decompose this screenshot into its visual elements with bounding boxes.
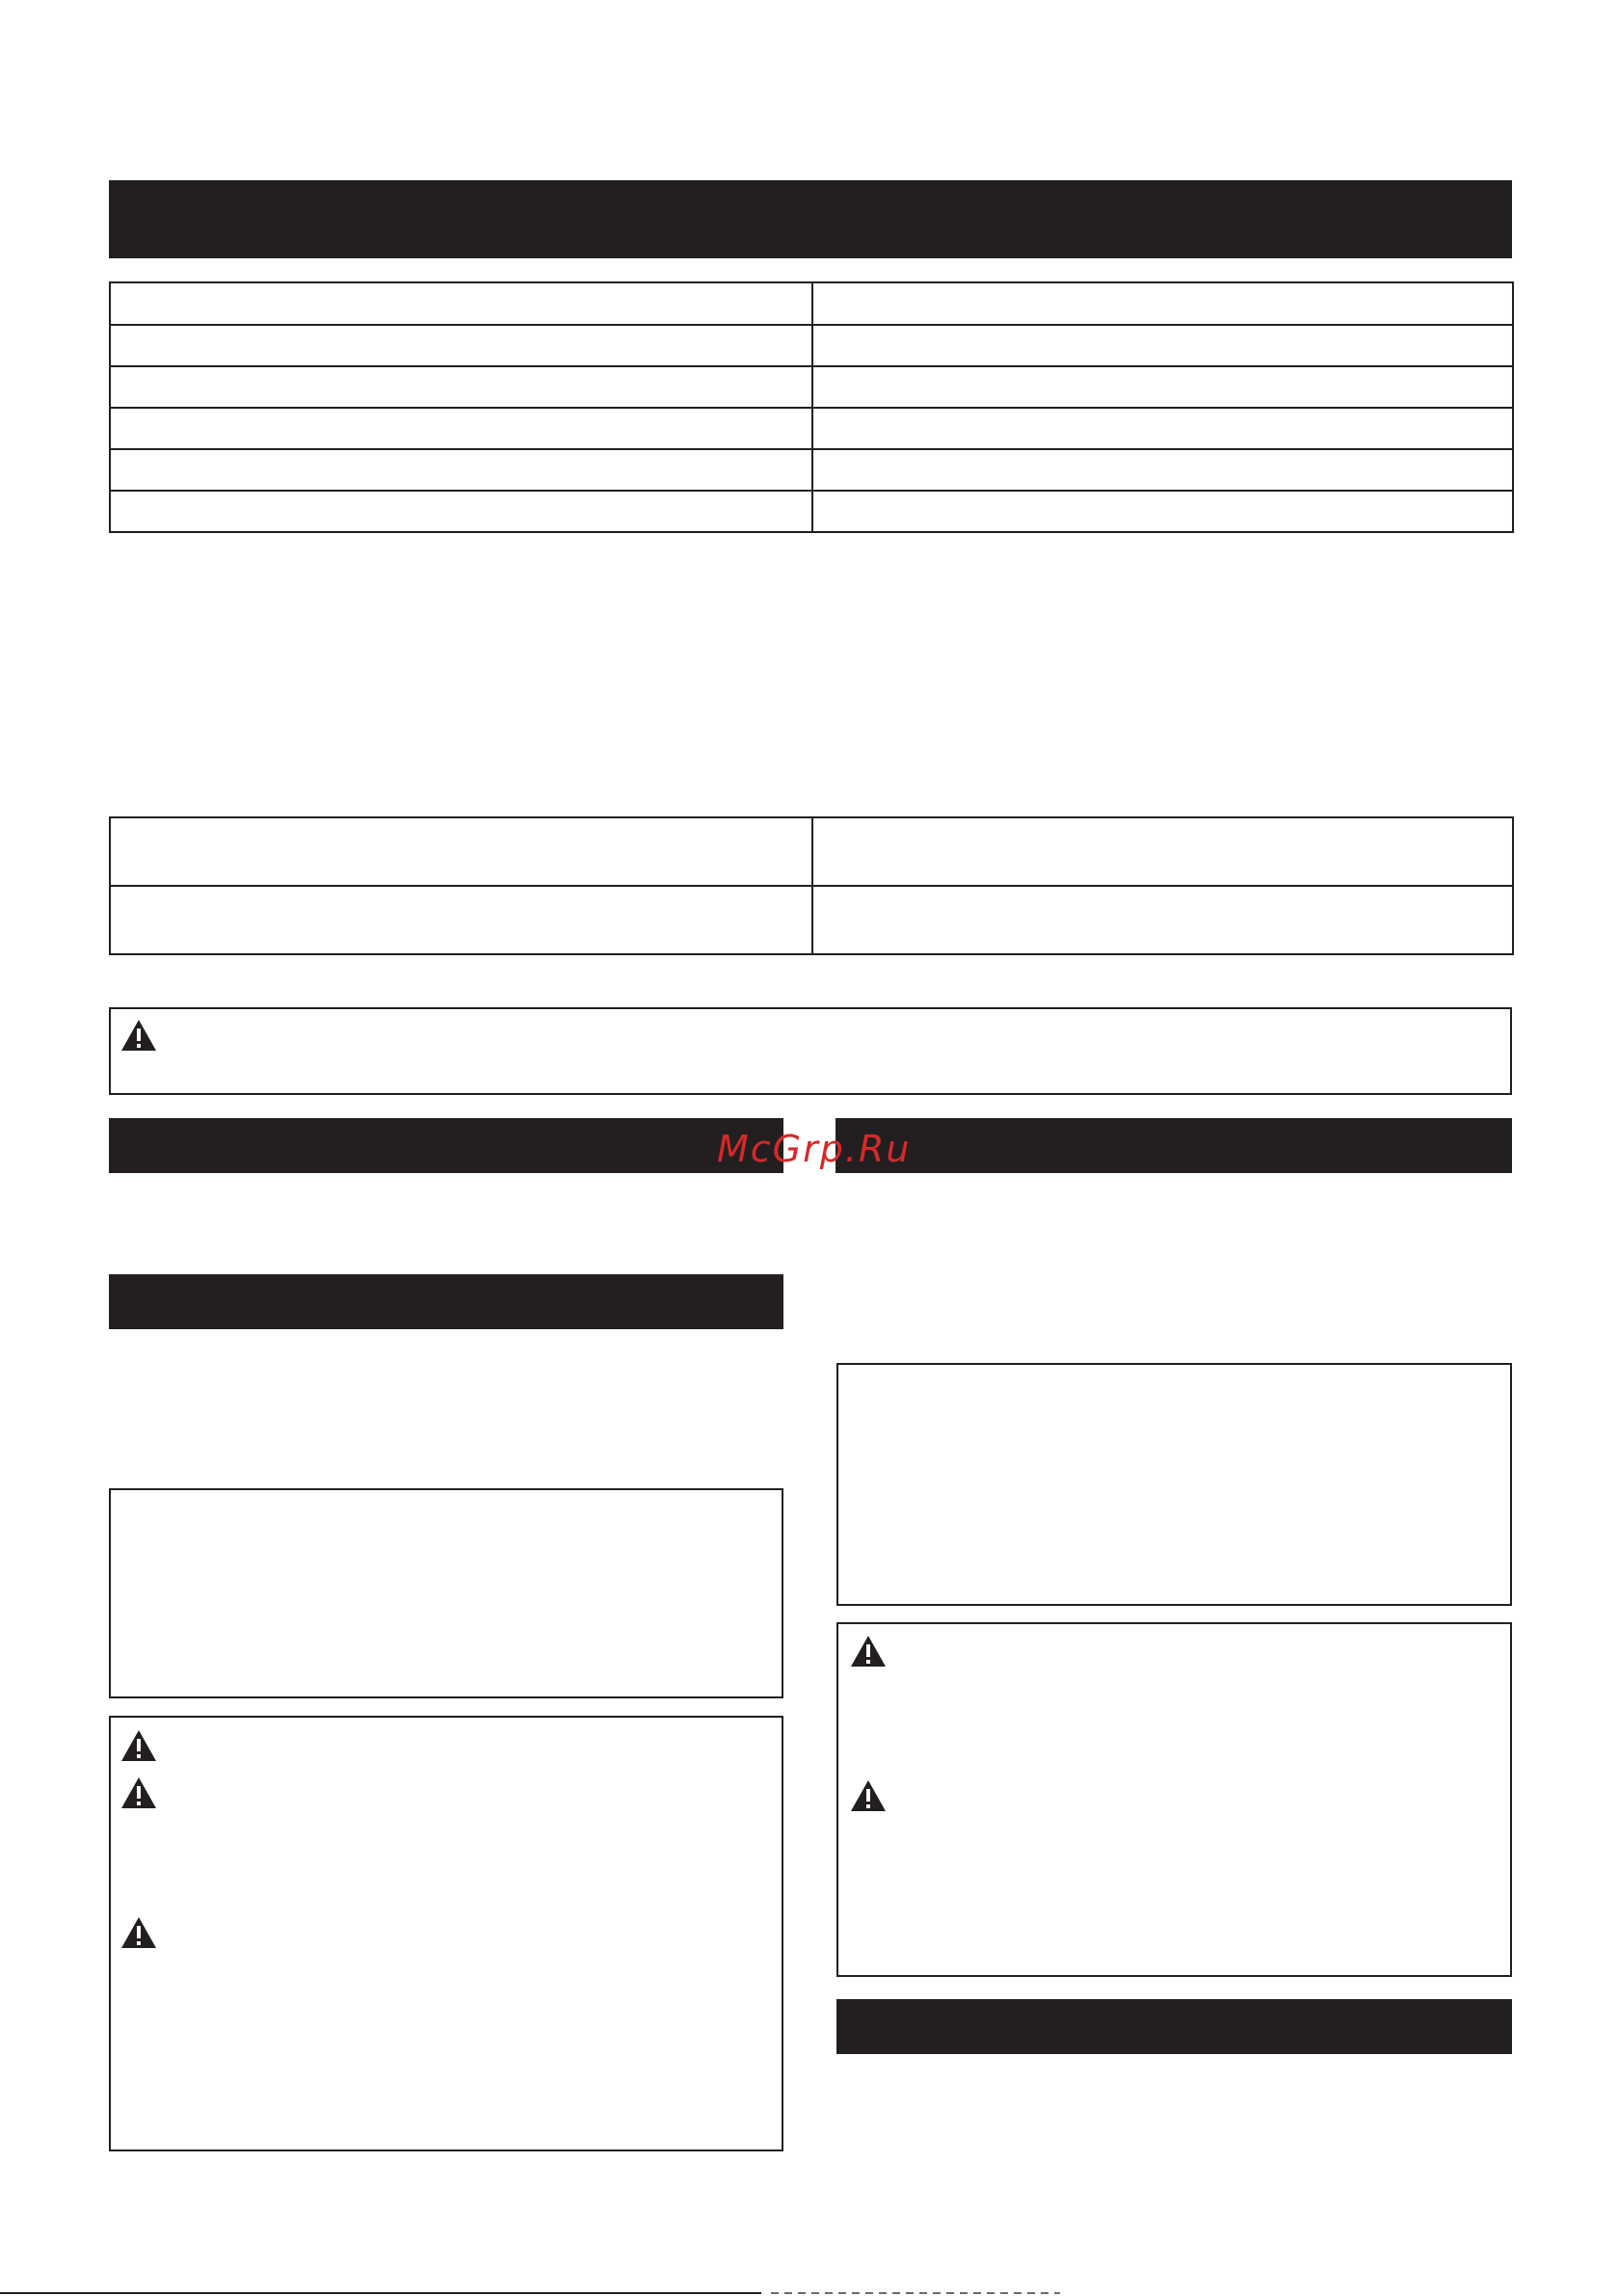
spec-table-cell <box>110 449 812 491</box>
spec-table-cell <box>812 325 1513 366</box>
spec-table-row <box>110 408 1513 449</box>
warning-triangle-icon <box>120 1729 157 1762</box>
symbols-table-row <box>110 886 1513 954</box>
spec-table-cell <box>812 282 1513 325</box>
note-box-left <box>109 1488 783 1698</box>
spec-table-row <box>110 282 1513 325</box>
footer-rule <box>0 2292 761 2294</box>
section-header-bar-left <box>109 1118 783 1173</box>
warning-triangle-icon <box>850 1635 887 1668</box>
spec-table-cell <box>812 408 1513 449</box>
note-box-right <box>836 1363 1512 1606</box>
spec-table-cell <box>812 366 1513 408</box>
symbols-table-cell <box>110 817 812 886</box>
warning-triangle-icon <box>120 1776 157 1809</box>
specification-table <box>109 281 1514 533</box>
symbols-table <box>109 816 1514 955</box>
watermark-text: McGrp.Ru <box>717 1128 912 1170</box>
spec-table-cell <box>110 282 812 325</box>
section-header-bar-left-2 <box>109 1274 783 1329</box>
spec-table-row <box>110 325 1513 366</box>
spec-table-cell <box>110 366 812 408</box>
symbols-table-cell <box>812 886 1513 954</box>
warning-box-right <box>836 1622 1512 1977</box>
spec-table-row <box>110 449 1513 491</box>
spec-table-cell <box>110 325 812 366</box>
spec-table-cell <box>812 491 1513 532</box>
footer-rule-dashed <box>771 2292 1060 2294</box>
warning-triangle-icon <box>850 1779 887 1812</box>
spec-table-row <box>110 491 1513 532</box>
warning-triangle-icon <box>120 1916 157 1949</box>
spec-table-row <box>110 366 1513 408</box>
warning-triangle-icon <box>120 1019 157 1052</box>
section-header-bar-top <box>109 180 1512 258</box>
warning-box-general <box>109 1007 1512 1095</box>
spec-table-cell <box>110 408 812 449</box>
symbols-table-cell <box>110 886 812 954</box>
section-header-bar-right-2 <box>836 1999 1512 2054</box>
warning-box-left <box>109 1716 783 2151</box>
spec-table-cell <box>110 491 812 532</box>
symbols-table-row <box>110 817 1513 886</box>
symbols-table-cell <box>812 817 1513 886</box>
section-header-bar-right <box>836 1118 1512 1173</box>
spec-table-cell <box>812 449 1513 491</box>
